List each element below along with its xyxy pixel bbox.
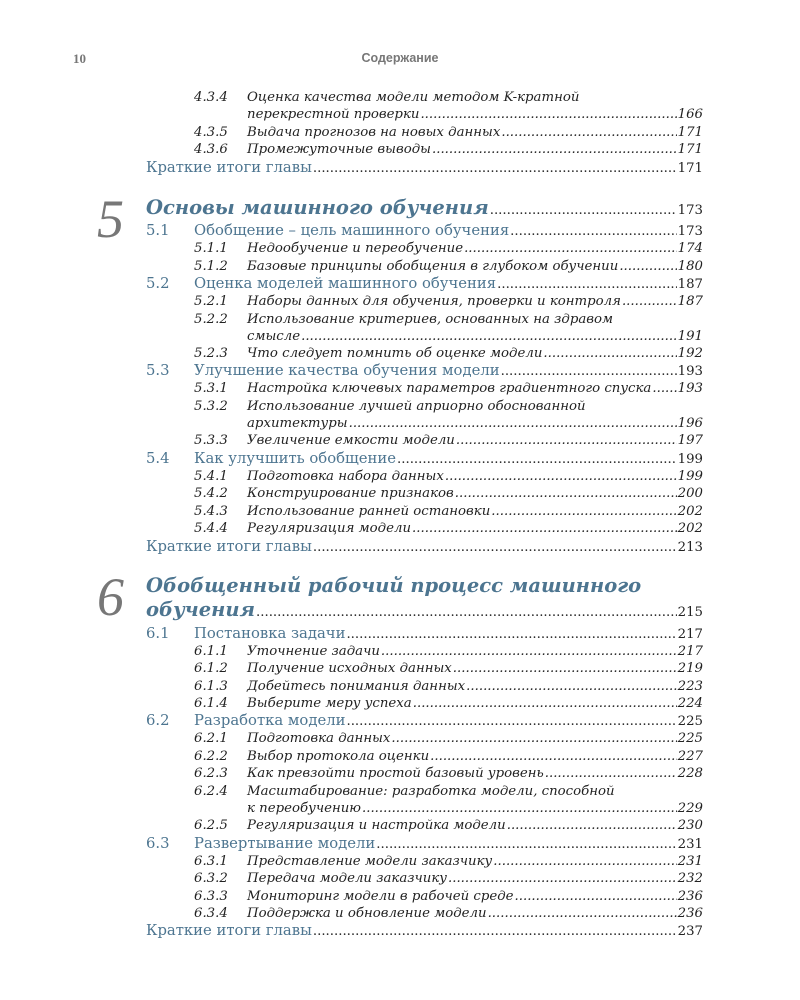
toc-section-entry[interactable] (0, 625, 800, 642)
toc-summary-entry[interactable] (0, 159, 800, 176)
toc-subsection-entry[interactable] (0, 695, 800, 712)
toc-entry-number: 6.1.2 (194, 661, 228, 676)
toc-subsection-entry[interactable] (0, 293, 800, 310)
toc-entry-number: 6.2.5 (194, 818, 228, 833)
toc-entry-title: Краткие итоги главы (146, 538, 312, 555)
toc-entry-number: 6.1.3 (194, 679, 228, 694)
toc-summary-entry[interactable] (0, 538, 800, 555)
toc-entry-number: 5.2.1 (194, 294, 228, 309)
toc-entry-page: 236 (677, 906, 703, 921)
toc-entry-title: Развертывание модели (194, 835, 376, 852)
toc-entry-continued-line: Оценка качества модели методом K-кратной (247, 90, 580, 105)
toc-subsection-entry[interactable] (0, 485, 800, 502)
toc-entry-title: Подготовка данных (247, 731, 391, 746)
toc-entry-page: 230 (677, 818, 703, 833)
toc-entry-page: 173 (677, 224, 703, 239)
toc-subsection-entry[interactable] (0, 643, 800, 660)
toc-entry-title: Оценка моделей машинного обучения (194, 275, 497, 292)
toc-entry-title: Добейтесь понимания данных (247, 679, 466, 694)
toc-entry-title: Поддержка и обновление модели (247, 906, 487, 921)
toc-entry-title: Выберите меру успеха (247, 696, 412, 711)
toc-entry-page: 202 (677, 504, 703, 519)
toc-entry-page: 197 (677, 433, 703, 448)
toc-entry-number: 6.3.1 (194, 854, 228, 869)
toc-chapter-entry[interactable] (0, 197, 800, 219)
toc-entry-number: 5.4.3 (194, 504, 228, 519)
toc-entry-title: Разработка модели (194, 712, 346, 729)
toc-entry-page: 219 (677, 661, 703, 676)
toc-chapter-title-line1: Обобщенный рабочий процесс машинного (146, 574, 642, 597)
toc-entry-page: 231 (677, 837, 703, 852)
toc-entry-number: 4.3.4 (194, 90, 228, 105)
toc-entry-title: Промежуточные выводы (247, 142, 431, 157)
toc-entry-page: 187 (677, 277, 703, 292)
toc-entry-title: Наборы данных для обучения, проверки и контроля (247, 294, 621, 309)
toc-entry-page: 225 (677, 714, 703, 729)
toc-subsection-entry[interactable] (0, 432, 800, 449)
toc-entry-number: 5.3.1 (194, 381, 228, 396)
toc-section-entry[interactable] (0, 275, 800, 292)
toc-entry-number: 5.3 (146, 362, 170, 379)
toc-entry-page: 171 (677, 142, 703, 157)
toc-entry-number: 5.4.1 (194, 469, 228, 484)
toc-entry-title: Постановка задачи (194, 625, 346, 642)
toc-entry-title: Подготовка набора данных (247, 469, 444, 484)
toc-entry-title: Выбор протокола оценки (247, 749, 430, 764)
toc-entry-number: 5.1.1 (194, 241, 228, 256)
toc-entry-page: 199 (677, 452, 703, 467)
toc-summary-entry[interactable] (0, 922, 800, 939)
toc-entry-number: 4.3.6 (194, 142, 228, 157)
toc-entry-title: Использование ранней остановки (247, 504, 491, 519)
toc-entry-number: 6.3.2 (194, 871, 228, 886)
toc-entry-page: 223 (677, 679, 703, 694)
toc-entry-number: 5.2.3 (194, 346, 228, 361)
toc-entry-number: 6.2 (146, 712, 170, 729)
toc-entry-number: 6.3.4 (194, 906, 228, 921)
toc-entry-page: 192 (677, 346, 703, 361)
toc-subsection-entry[interactable] (0, 748, 800, 765)
toc-entry-page: 166 (677, 107, 703, 122)
toc-entry-page: 224 (677, 696, 703, 711)
toc-entry-page: 180 (677, 259, 703, 274)
toc-entry-page: 236 (677, 889, 703, 904)
toc-subsection-entry[interactable] (0, 765, 800, 782)
toc-entry-page: 173 (677, 203, 703, 218)
toc-entry-number: 4.3.5 (194, 125, 228, 140)
toc-subsection-entry[interactable] (0, 888, 800, 905)
toc-subsection-entry[interactable] (0, 817, 800, 834)
toc-entry-page: 231 (677, 854, 703, 869)
toc-entry-title: архитектуры (247, 416, 348, 431)
toc-entry-number: 6.1.1 (194, 644, 228, 659)
toc-entry-number: 6.2.2 (194, 749, 228, 764)
toc-section-entry[interactable] (0, 362, 800, 379)
toc-section-entry[interactable] (0, 835, 800, 852)
toc-subsection-entry[interactable] (0, 345, 800, 362)
toc-entry-title: перекрестной проверки (247, 107, 420, 122)
chapter-number: 6 (97, 567, 124, 627)
toc-entry-number: 6.1.4 (194, 696, 228, 711)
toc-entry-page: 229 (677, 801, 703, 816)
toc-subsection-entry[interactable] (0, 730, 800, 747)
toc-entry-number: 6.3.3 (194, 889, 228, 904)
toc-section-entry[interactable] (0, 450, 800, 467)
toc-entry-title: Мониторинг модели в рабочей среде (247, 889, 514, 904)
toc-entry-page: 199 (677, 469, 703, 484)
toc-entry-title: Уточнение задачи (247, 644, 380, 659)
toc-entry-number: 6.3 (146, 835, 170, 852)
toc-entry-page: 196 (677, 416, 703, 431)
toc-entry-title: Базовые принципы обобщения в глубоком обучении (247, 259, 619, 274)
toc-entry-page: 171 (677, 125, 703, 140)
toc-entry-title: Регуляризация модели (247, 521, 412, 536)
toc-entry-title: Регуляризация и настройка модели (247, 818, 506, 833)
toc-entry-title: Увеличение емкости модели (247, 433, 455, 448)
toc-entry-page: 227 (677, 749, 703, 764)
toc-entry-number: 5.1 (146, 222, 170, 239)
toc-entry-page: 193 (677, 381, 703, 396)
toc-subsection-entry[interactable] (0, 520, 800, 537)
toc-entry-title: Как улучшить обобщение (194, 450, 397, 467)
toc-entry-title: Как превзойти простой базовый уровень (247, 766, 544, 781)
toc-entry-title: Краткие итоги главы (146, 922, 312, 939)
toc-subsection-entry[interactable] (0, 503, 800, 520)
toc-entry-number: 5.2.2 (194, 312, 228, 327)
toc-entry-page: 200 (677, 486, 703, 501)
toc-chapter-title: Основы машинного обучения (146, 196, 489, 219)
toc-subsection-entry[interactable] (0, 678, 800, 695)
toc-entry-number: 5.4.4 (194, 521, 228, 536)
toc-entry-number: 5.2 (146, 275, 170, 292)
toc-entry-title: смысле (247, 329, 301, 344)
toc-subsection-entry[interactable] (0, 660, 800, 677)
toc-chapter-title: обучения (146, 598, 256, 621)
toc-entry-page: 237 (677, 924, 703, 939)
toc-entry-number: 6.2.3 (194, 766, 228, 781)
toc-entry-title: Что следует помнить об оценке модели (247, 346, 543, 361)
toc-entry-page: 191 (677, 329, 703, 344)
toc-entry-page: 225 (677, 731, 703, 746)
toc-entry-page: 193 (677, 364, 703, 379)
toc-entry-number: 5.4 (146, 450, 170, 467)
toc-entry-page: 174 (677, 241, 703, 256)
toc-entry-title: Конструирование признаков (247, 486, 454, 501)
toc-entry-number: 5.4.2 (194, 486, 228, 501)
toc-entry-number: 6.2.1 (194, 731, 228, 746)
toc-subsection-entry[interactable] (0, 870, 800, 887)
toc-entry-title: Выдача прогнозов на новых данных (247, 125, 501, 140)
toc-section-entry[interactable] (0, 712, 800, 729)
toc-subsection-entry[interactable] (0, 141, 800, 158)
toc-entry-page: 232 (677, 871, 703, 886)
running-header: Содержание (361, 51, 439, 65)
toc-entry-title: Настройка ключевых параметров градиентного спуска (247, 381, 652, 396)
toc-entry-page: 215 (677, 605, 703, 620)
toc-entry-page: 213 (677, 540, 703, 555)
toc-entry-title: Передача модели заказчику (247, 871, 447, 886)
toc-entry-number: 6.2.4 (194, 784, 228, 799)
toc-section-entry[interactable] (0, 222, 800, 239)
toc-entry-title: Улучшение качества обучения модели (194, 362, 500, 379)
toc-entry-number: 5.3.3 (194, 433, 228, 448)
toc-subsection-entry[interactable] (0, 905, 800, 922)
toc-entry-page: 228 (677, 766, 703, 781)
toc-entry-title: к переобучению (247, 801, 361, 816)
toc-entry-title: Получение исходных данных (247, 661, 452, 676)
toc-entry-number: 5.1.2 (194, 259, 228, 274)
toc-chapter-entry[interactable] (0, 599, 800, 621)
toc-entry-page: 217 (677, 644, 703, 659)
toc-entry-title: Обобщение – цель машинного обучения (194, 222, 510, 239)
chapter-number: 5 (97, 189, 124, 249)
toc-subsection-entry[interactable] (0, 258, 800, 275)
toc-entry-continued-line: Использование критериев, основанных на здравом (247, 312, 614, 327)
toc-entry-page: 202 (677, 521, 703, 536)
toc-subsection-entry[interactable] (0, 240, 800, 257)
toc-entry-title: Представление модели заказчику (247, 854, 493, 869)
toc-subsection-entry[interactable] (0, 380, 800, 397)
toc-entry-continued-line: Использование лучшей априорно обоснованной (247, 399, 586, 414)
page-number: 10 (73, 51, 86, 66)
toc-entry-continued-line: Масштабирование: разработка модели, способной (247, 784, 615, 799)
toc-entry-title: Недообучение и переобучение (247, 241, 464, 256)
toc-entry-title: Краткие итоги главы (146, 159, 312, 176)
toc-entry-page: 217 (677, 627, 703, 642)
toc-entry-page: 187 (677, 294, 703, 309)
toc-entry-page: 171 (677, 161, 703, 176)
toc-entry-number: 6.1 (146, 625, 170, 642)
toc-subsection-entry[interactable] (0, 124, 800, 141)
toc-entry-number: 5.3.2 (194, 399, 228, 414)
toc-subsection-entry[interactable] (0, 468, 800, 485)
toc-subsection-entry[interactable] (0, 853, 800, 870)
